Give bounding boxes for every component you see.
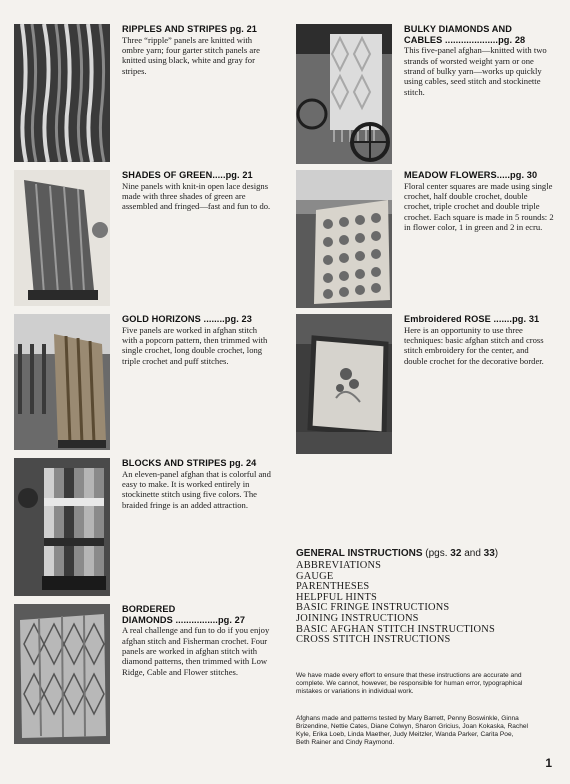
- entry-shades-of-green: [122, 170, 272, 212]
- general-instructions-title: GENERAL INSTRUCTIONS (pgs. 32 and 33): [296, 548, 499, 559]
- general-item: PARENTHESES: [296, 581, 370, 593]
- afghan-fence-photo: [14, 314, 110, 450]
- afghan-rose-photo: [296, 314, 392, 454]
- entry-meadow-flowers: [404, 170, 554, 233]
- afghan-lace-photo: [14, 170, 110, 306]
- afghan-meadow-photo: [296, 170, 392, 308]
- general-instructions-list: [296, 561, 556, 646]
- entry-blocks-and-stripes: [122, 458, 272, 510]
- afghan-blocks-photo: [14, 458, 110, 596]
- entry-gold-horizons: [122, 314, 272, 366]
- general-item: BASIC FRINGE INSTRUCTIONS: [296, 602, 450, 614]
- entry-title: Embroidered ROSE .......pg. 31: [404, 314, 540, 324]
- page-number: 1: [545, 756, 552, 770]
- entry-description: This five-panel afghan—knitted with two strands of worsted weight yarn or one strand of bulky yarn—works up quickly using cables, seed stitch and stockinette stitch.: [404, 45, 547, 97]
- entry-title: RIPPLES AND STRIPES pg. 21: [122, 24, 258, 34]
- entry-ripples: [122, 24, 272, 76]
- disclaimer-text: We have made every effort to ensure that these instructions are accurate and complete. We cannot, however, be responsible for human error, typographical mistakes or variations in individual work.: [296, 672, 523, 695]
- credits-text: Afghans made and patterns tested by Mary Barrett, Penny Boswinkle, Ginna Brizendine, Nettie Cates, Diane Colwyn, Sharon Gricius, Joan Kokaska, Rachel Kyle, Erika Loeb, Linda Maether, Judy Meitzler, Wanda Parker, Carita Poe, Beth Rainer and Cindy Raymond.: [296, 715, 528, 746]
- entry-description: Here is an opportunity to use three techniques: basic afghan stitch and cross stitch embroidery for the center, and double crochet for the decorative border.: [404, 324, 544, 366]
- general-item: ABBREVIATIONS: [296, 560, 382, 571]
- general-item: CROSS STITCH INSTRUCTIONS: [296, 634, 451, 646]
- entry-description: Nine panels with knit-in open lace designs made with three shades of green are assembled and fringed—fast and fun to do.: [122, 180, 271, 212]
- entry-title-line2: CABLES ....................pg. 28: [404, 34, 526, 45]
- entry-title: BULKY DIAMONDS AND: [404, 24, 512, 34]
- afghan-wagon-photo: [296, 24, 392, 164]
- entry-description: A real challenge and fun to do if you enjoy afghan stitch and Fisherman crochet. Four panels are worked in afghan stitch with diamond patterns, then trimmed with Low Ridge, Cable and Flower stitches.: [122, 625, 270, 677]
- entry-title-line2: DIAMONDS ................pg. 27: [122, 614, 246, 625]
- entry-description: Three “ripple” panels are knitted with ombre yarn; four garter stitch panels are knitted using black, white and gray for stripes.: [122, 34, 260, 76]
- general-item: BASIC AFGHAN STITCH INSTRUCTIONS: [296, 623, 495, 635]
- entry-title: SHADES OF GREEN.....pg. 21: [122, 170, 253, 180]
- afghan-ripple-photo: [14, 24, 110, 162]
- entry-description: An eleven-panel afghan that is colorful and easy to make. It is worked entirely in stockinette stitch using five colors. The braided fringe is an added attraction.: [122, 468, 271, 510]
- entry-bulky-diamonds: [404, 24, 554, 97]
- general-item: GAUGE: [296, 570, 334, 582]
- entry-description: Floral center squares are made using single crochet, half double crochet, double crochet, triple crochet and double triple crochet. Each square is made in 5 rounds: 2 in flower color, 1 in green and 2 in ecru.: [404, 180, 554, 233]
- entry-title: MEADOW FLOWERS.....pg. 30: [404, 170, 538, 180]
- entry-title: BORDERED: [122, 604, 176, 614]
- entry-description: Five panels are worked in afghan stitch with a popcorn pattern, then trimmed with single crochet, long double crochet, long triple crochet and puff stitches.: [122, 324, 268, 366]
- entry-title: GOLD HORIZONS ........pg. 23: [122, 314, 252, 324]
- general-item: HELPFUL HINTS: [296, 591, 378, 603]
- entry-title: BLOCKS AND STRIPES pg. 24: [122, 458, 257, 468]
- entry-bordered-diamonds: [122, 604, 272, 677]
- entry-embroidered-rose: [404, 314, 554, 366]
- afghan-diamonds-photo: [14, 604, 110, 744]
- general-instructions: [296, 548, 556, 646]
- general-item: JOINING INSTRUCTIONS: [296, 612, 419, 624]
